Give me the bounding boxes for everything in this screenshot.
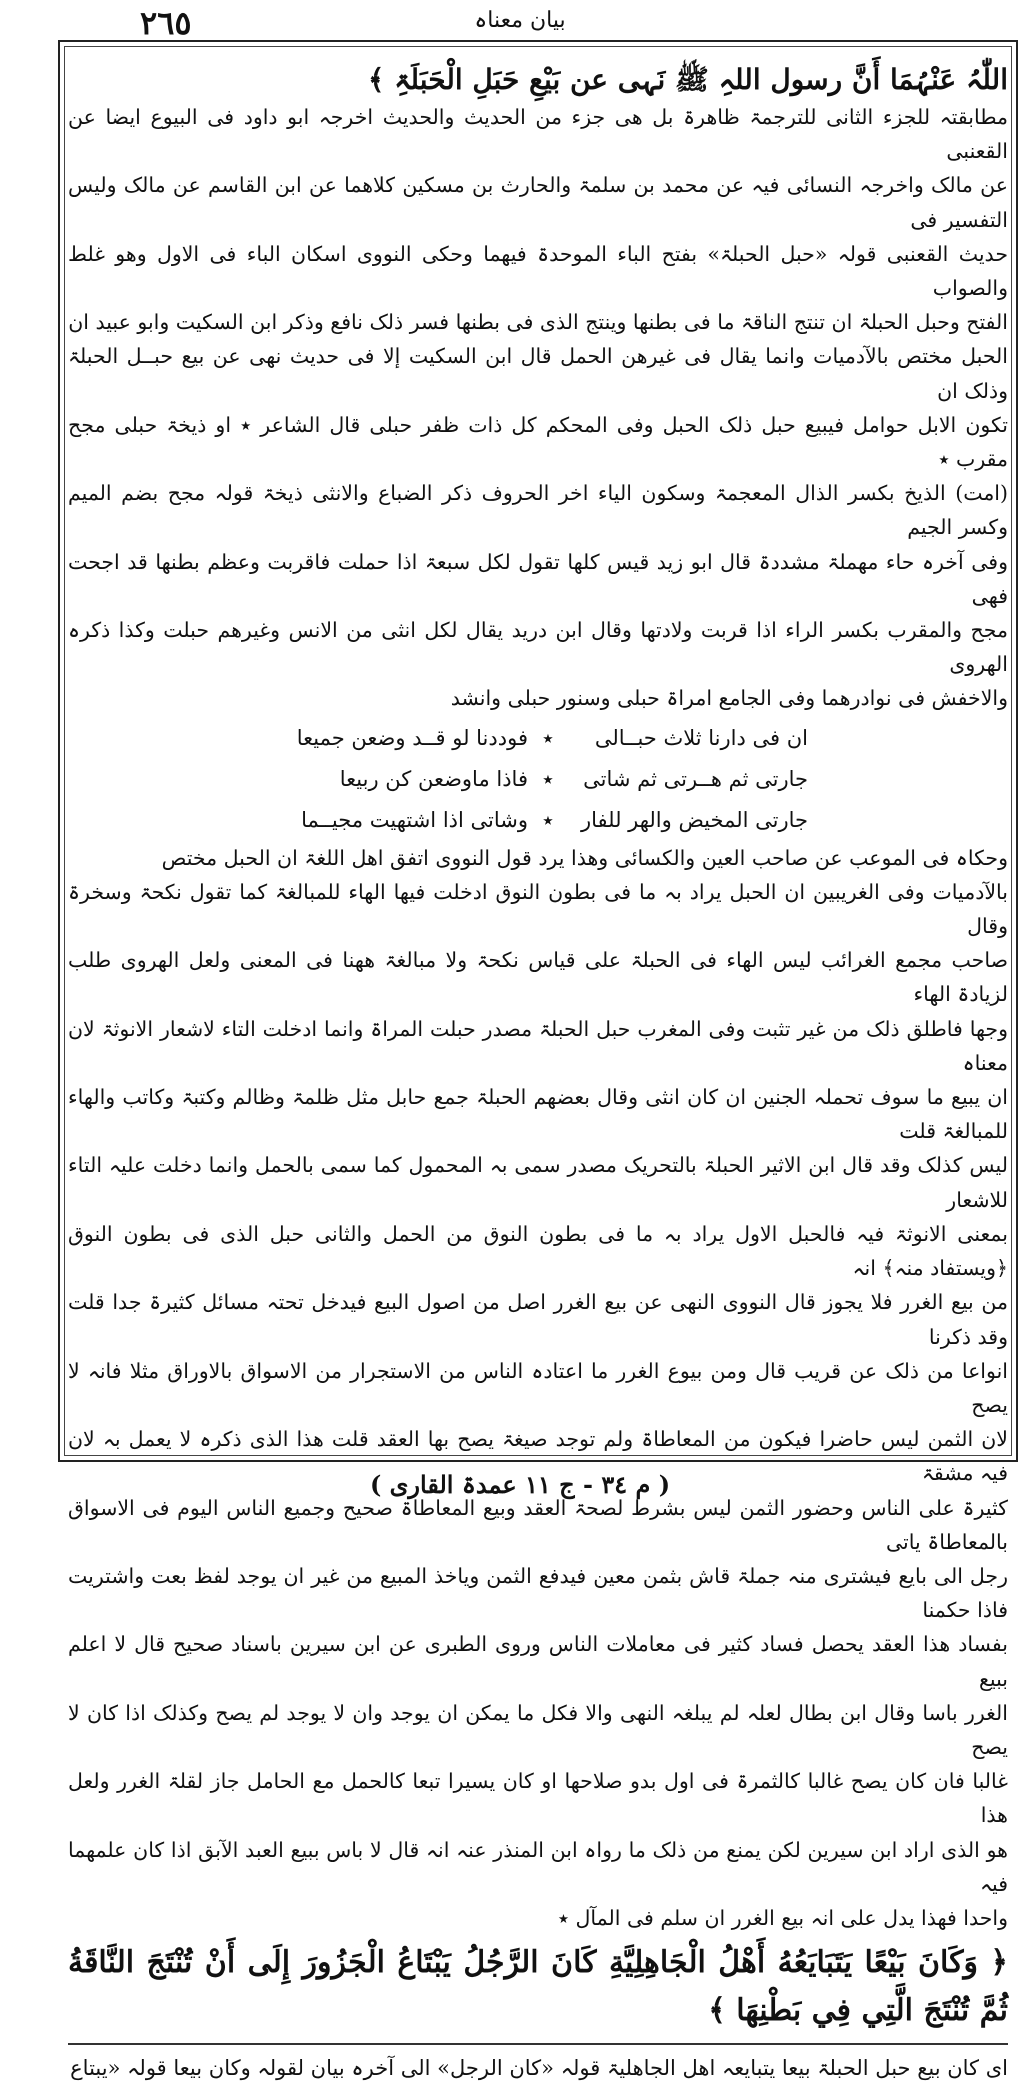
commentary-line: (امت) الذیخ بکسر الذال المعجمۃ وسکون الیاء اخر الحروف ذکر الضباع والانثی ذیخۃ قولہ مجح بضم المیم وکسر الجیم	[68, 481, 1008, 540]
commentary-block-2	[68, 841, 1008, 1936]
commentary-line: رجل الی بایع فیشتری منہ جملۃ قاش بثمن معین فیدفع الثمن ویاخذ المبیع من غیر ان یوجد لفظ بعت واشتریت فاذا حکمنا	[68, 1563, 1008, 1623]
verse-hemistich-left: فوددنا لو قــد وضعن جمیعا	[296, 725, 528, 750]
commentary-line: الغرر باسا وقال ابن بطال لعلہ لم یبلغہ النھی والا فکل ما یمکن ان یوجد وان لا یوجد لم یصح وکذلک اذا کان لا یصح	[68, 1700, 1008, 1759]
commentary-line: واحدا فھذا یدل علی انہ بیع الغرر ان سلم فی المآل ٭	[557, 1905, 1008, 1930]
commentary-line: ان یبیع ما سوف تحملہ الجنین ان کان انثی وقال بعضھم الحبلۃ جمع حابل مثل ظلمۃ وظالم وکتبۃ وکاتب والھاء للمبالغۃ قلت	[68, 1085, 1008, 1144]
commentary-line: الفتح وحبل الحبلۃ ان تنتج الناقۃ ما فی بطنھا وینتج الذی فی بطنھا فسر ذلک نافع وذکر ابن السکیت وابو عبید ان	[68, 310, 1008, 335]
commentary-line: مطابقتہ للجزء الثانی للترجمۃ ظاهرۃ بل ھی جزء من الحدیث والحدیث اخرجہ ابو داود فی البیوع ایضا عن القعنبی	[68, 105, 1008, 164]
commentary-block-1	[68, 100, 1008, 716]
page-content	[68, 60, 1008, 2085]
page-number: ۲٦٥	[140, 4, 192, 42]
verse-line	[68, 800, 808, 841]
verse-line	[68, 759, 808, 800]
verse-hemistich-left: فاذا ماوضعن کن ربیعا	[339, 766, 528, 791]
commentary-line: والاخفش فی نوادرھما وفی الجامع امراۃ حبلی وسنور حبلی وانشد	[450, 686, 1008, 711]
commentary-line: الحبل مختص بالآدمیات وانما یقال فی غیرھن الحمل قال ابن السکیت إلا فی حدیث نھی عن بیع حبــل الحبلۃ وذلک ان	[68, 344, 1008, 403]
poetry-verses	[68, 718, 1008, 841]
commentary-line: انواعا من ذلک عن قریب قال ومن بیوع الغرر ما اعتادہ الناس من الاستجرار من الاسواق بالاوراق مثلا فانہ لا یصح	[68, 1358, 1008, 1417]
commentary-line: غالبا فان کان یصح غالبا کالثمرۃ فی اول بدو صلاحھا او کان یسیرا تبعا کالحمل مع الحامل جاز لقلۃ الغرر ولعل ھذا	[68, 1769, 1008, 1828]
commentary-line: ھو الذی اراد ابن سیرین لکن یمنع من ذلک ما رواہ ابن المنذر عنہ انہ قال لا باس ببیع العبد الآبق اذا کان علمھما فیہ	[68, 1837, 1008, 1896]
commentary-line: بفساد ھذا العقد یحصل فساد کثیر فی معاملات الناس وروی الطبری عن ابن سیرین باسناد صحیح قال لا اعلم ببیع	[68, 1632, 1008, 1691]
commentary-line: صاحب مجمع الغرائب لیس الھاء فی الحبلۃ علی قیاس نکحۃ ولا مبالغۃ ھھنا فی المعنی ولعل الھروی طلب لزیادۃ الھاء	[68, 948, 1008, 1007]
commentary-line: وحکاہ فی الموعب عن صاحب العین والکسائی وھذا یرد قول النووی اتفق اھل اللغۃ ان الحبل مختص	[161, 845, 1008, 870]
commentary-line: من بیع الغرر فلا یجوز قال النووی النھی عن بیع الغرر اصل من اصول البیع فیدخل تحتہ مسائل کثیرۃ جدا قلت وقد ذکرنا	[68, 1290, 1008, 1349]
hadith-text: اللّٰہُ عَنْہُمَا أَنَّ رسول اللہِ ﷺ نَہی عن بَیْعِ حَبَلِ الْحَبَلَۃِ ﴾	[367, 63, 1008, 96]
verse-separator-icon: ٭	[542, 807, 554, 832]
divider	[68, 2043, 1008, 2045]
commentary-line: وفی آخرہ حاء مھملۃ مشددۃ قال ابو زید قیس کلھا تقول لکل سبعۃ اذا حملت فاقربت وعظم بطنھا قد اجحت فھی	[68, 549, 1008, 608]
commentary-line: تکون الابل حوامل فیبیع حبل ذلک الحبل وفی المحکم کل ذات ظفر حبلی قال الشاعر ٭ او ذیخۃ حبلی مجح مقرب ٭	[68, 412, 1008, 472]
commentary-line: بمعنی الانوثۃ فیہ فالحبل الاول یراد بہ ما فی بطون النوق من الحمل والثانی حبل الذی فی بطون النوق ﴿ویستفاد منہ﴾ انہ	[68, 1221, 1008, 1281]
commentary-line: لان الثمن لیس حاضرا فیکون من المعاطاۃ ولم توجد صیغۃ یصح بھا العقد قلت ھذا الذی ذکرہ لا یعمل بہ لان فیہ مشقۃ	[68, 1427, 1008, 1486]
verse-hemistich-right: ان فی دارنا ثلاث حبــالی	[594, 725, 808, 750]
commentary-line: وجھا فاطلق ذلک من غیر تثبت وفی المغرب حبل الحبلۃ مصدر حبلت المراۃ وانما ادخلت التاء لاشعار الانوثۃ لان معناہ	[68, 1016, 1008, 1075]
commentary-line: حدیث القعنبی قولہ «حبل الحبلۃ» بفتح الباء الموحدۃ فیھما وحکی النووی اسکان الباء فی الاول وھو غلط والصواب	[68, 241, 1008, 301]
hadith-quote: ﴿ وَكَانَ بَيْعًا يَتَبَايَعُهُ أَهْلُ الْجَاهِلِيَّةِ كَانَ الرَّجُلُ يَبْتَاعُ الْجَزُورَ إِلَى أَنْ تُنْتَجَ النَّاقَةُ ثُمَّ تُنْتَجَ الَّتِي فِي بَطْنِهَا ﴾	[68, 1945, 1008, 2029]
verse-separator-icon: ٭	[542, 766, 554, 791]
commentary-line: کثیرۃ علی الناس وحضور الثمن لیس بشرط لصحۃ العقد وبیع المعاطاۃ صحیح وجمیع الناس الیوم فی الاسواق بالمعاطاۃ یاتی	[68, 1495, 1008, 1554]
page-footer: ( م ۳٤ - ج ۱۱ عمدۃ القاری )	[369, 1470, 671, 1499]
page-header	[40, 4, 1000, 44]
verse-separator-icon: ٭	[542, 725, 554, 750]
verse-hemistich-right: جارتی ثم ھــرتی ثم شاتی	[583, 766, 808, 791]
verse-line	[68, 718, 808, 759]
commentary-line: مجح والمقرب بکسر الراء اذا قربت ولادتھا وقال ابن درید یقال لکل انثی من الانس وغیرھم حبلت وکذا ذکرہ الھروی	[68, 618, 1008, 677]
commentary-line: بالآدمیات وفی الغریبین ان الحبل یراد بہ ما فی بطون النوق ادخلت فیھا الھاء للمبالغۃ کما تقول نکحۃ وسخرۃ وقال	[68, 879, 1008, 939]
commentary-line: عن مالک واخرجہ النسائی فیہ عن محمد بن سلمۃ والحارث بن مسکین کلاھما عن ابن القاسم عن مالک ولیس التفسیر فی	[68, 173, 1008, 232]
verse-hemistich-left: وشاتی اذا اشتھیت مجیــما	[301, 807, 528, 832]
commentary-line: لیس کذلک وقد قال ابن الاثیر الحبلۃ بالتحریک مصدر سمی بہ المحمول کما سمی بالحمل وانما دخلت علیہ التاء للاشعار	[68, 1153, 1008, 1212]
running-title: بیان معناہ	[474, 8, 566, 33]
closing-comment: ای کان بیع حبل الحبلۃ بیعا یتبایعہ اھل الجاھلیۃ قولہ «کان الرجل» الی آخرہ بیان لقولہ وکان بیعا قولہ «یبتاع	[70, 2056, 1008, 2081]
verse-hemistich-right: جارتی المخیض والھر للفار	[580, 807, 808, 832]
